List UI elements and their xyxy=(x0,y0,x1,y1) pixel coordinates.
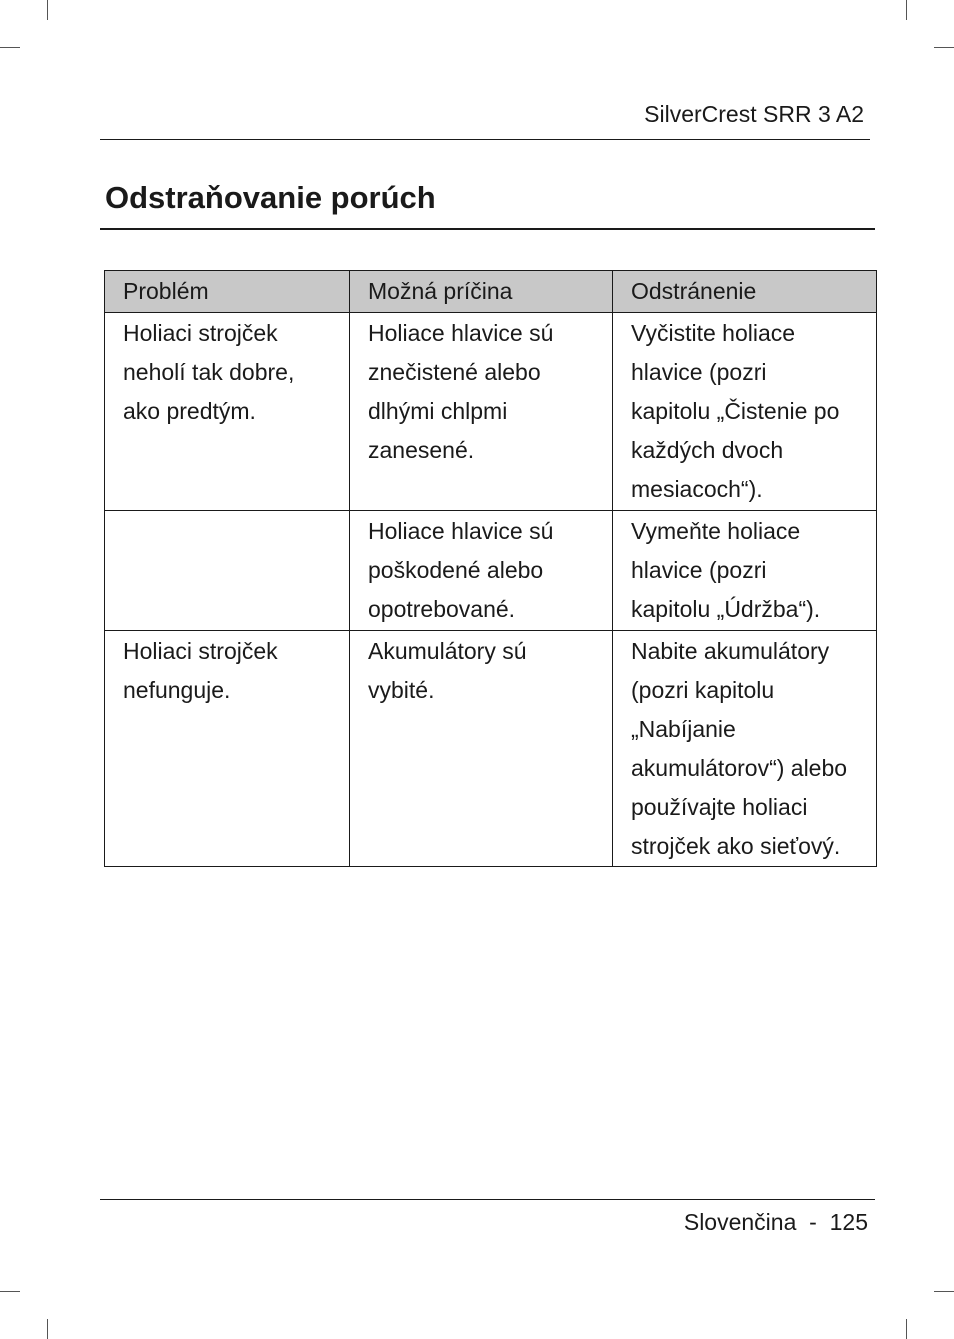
cause-cell: Holiace hlavice sú poškodené alebo opotrebované. xyxy=(350,511,613,631)
problem-cell xyxy=(105,511,350,631)
page-number: 125 xyxy=(829,1209,868,1235)
remedy-cell: Vymeňte holiace hlavice (pozri kapitolu „Údržba“). xyxy=(613,511,877,631)
page-title: Odstraňovanie porúch xyxy=(105,180,436,215)
column-header-remedy: Odstránenie xyxy=(613,271,877,313)
table-row xyxy=(105,631,877,867)
title-rule xyxy=(100,228,875,230)
header-rule xyxy=(100,139,870,140)
crop-mark xyxy=(0,47,20,48)
crop-mark xyxy=(934,1291,954,1292)
column-header-cause: Možná príčina xyxy=(350,271,613,313)
table-header-row xyxy=(105,271,877,313)
problem-cell: Holiaci strojček neholí tak dobre, ako predtým. xyxy=(105,313,350,511)
problem-cell: Holiaci strojček nefunguje. xyxy=(105,631,350,867)
crop-mark xyxy=(906,0,907,20)
running-header: SilverCrest SRR 3 A2 xyxy=(644,101,864,127)
troubleshooting-table xyxy=(104,270,877,867)
column-header-problem: Problém xyxy=(105,271,350,313)
crop-mark xyxy=(0,1291,20,1292)
footer-rule xyxy=(100,1199,875,1200)
table-row xyxy=(105,313,877,511)
page-footer xyxy=(684,1206,868,1238)
crop-mark xyxy=(906,1319,907,1339)
footer-separator: - xyxy=(809,1209,817,1235)
remedy-cell: Nabite akumulátory (pozri kapitolu „Nabíjanie akumulátorov“) alebo používajte holiaci strojček ako sieťový. xyxy=(613,631,877,867)
cause-cell: Akumulátory sú vybité. xyxy=(350,631,613,867)
table-row xyxy=(105,511,877,631)
crop-mark xyxy=(47,1319,48,1339)
crop-mark xyxy=(934,47,954,48)
cause-cell: Holiace hlavice sú znečistené alebo dlhými chlpmi zanesené. xyxy=(350,313,613,511)
footer-language: Slovenčina xyxy=(683,1209,797,1235)
remedy-cell: Vyčistite holiace hlavice (pozri kapitolu „Čistenie po každých dvoch mesiacoch“). xyxy=(613,313,877,511)
crop-mark xyxy=(47,0,48,20)
